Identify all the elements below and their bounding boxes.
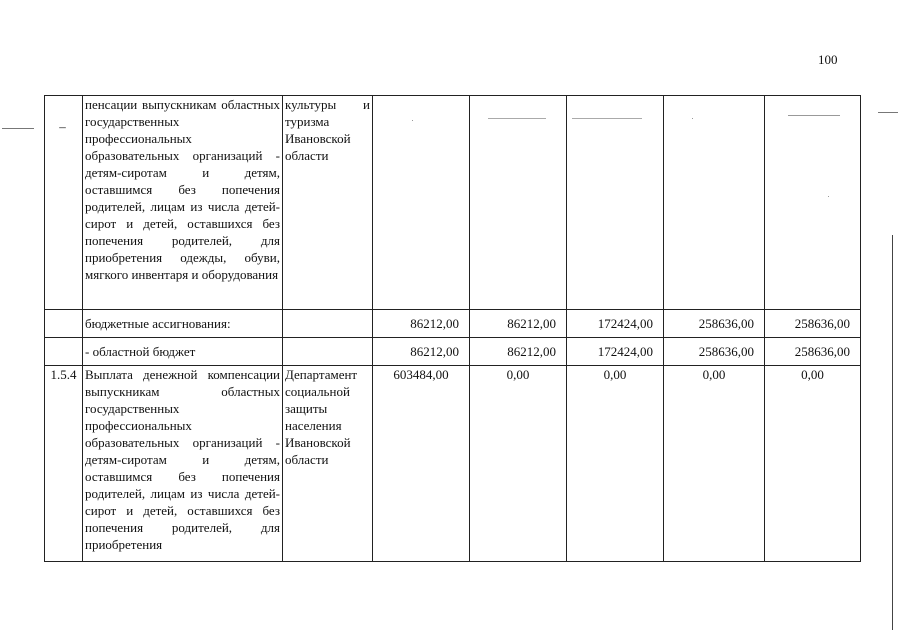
row-value-1: 603484,00 (373, 366, 470, 562)
scan-artifact (828, 196, 829, 197)
row-index (45, 338, 83, 366)
budget-table (44, 95, 861, 562)
scan-artifact (878, 112, 898, 113)
scan-artifact (692, 118, 693, 119)
row-value-4 (664, 96, 765, 310)
row-index-cell (45, 96, 83, 310)
page-edge-line (892, 235, 893, 630)
row-value-1: 86212,00 (373, 310, 470, 338)
row-executor (283, 310, 373, 338)
row-value-4: 258636,00 (664, 310, 765, 338)
row-value-4: 0,00 (664, 366, 765, 562)
table-row (45, 366, 861, 562)
row-value-5: 258636,00 (765, 310, 861, 338)
row-description: Выплата денежной компенсации выпускникам областных государственных профессиональных образовательных организаций - детям-сиротам и детям, оставшимся без попечения родителей, лицам из числа детей-сирот и детей, оставшихся без попечения родителей, для приобретения (83, 366, 283, 562)
row-value-3: 172424,00 (567, 310, 664, 338)
row-value-3 (567, 96, 664, 310)
row-value-3: 172424,00 (567, 338, 664, 366)
row-description: - областной бюджет (83, 338, 283, 366)
page-number: 100 (818, 52, 838, 67)
row-value-2: 86212,00 (470, 338, 567, 366)
row-value-5: 258636,00 (765, 338, 861, 366)
row-index (45, 310, 83, 338)
row-value-2: 86212,00 (470, 310, 567, 338)
row-value-2 (470, 96, 567, 310)
table-row (45, 338, 861, 366)
scan-artifact (412, 120, 413, 121)
scan-artifact (2, 128, 34, 129)
row-index: 1.5.4 (45, 366, 83, 562)
row-value-1: 86212,00 (373, 338, 470, 366)
scan-artifact (788, 115, 840, 116)
row-description: бюджетные ассигнования: (83, 310, 283, 338)
row-value-5 (765, 96, 861, 310)
row-value-1 (373, 96, 470, 310)
scan-artifact (488, 118, 546, 119)
row-value-2: 0,00 (470, 366, 567, 562)
scan-artifact (572, 118, 642, 119)
row-value-3: 0,00 (567, 366, 664, 562)
row-value-4: 258636,00 (664, 338, 765, 366)
row-executor (283, 338, 373, 366)
table-row (45, 96, 861, 310)
row-description: пенсации выпускникам областных государственных профессиональных образовательных организаций - детям-сиротам и детям, оставшимся без попечения родителей, лицам из числа детей-сирот и детей, оставшихся без попечения родителей, для приобретения одежды, обуви, мягкого инвентаря и оборудования (83, 96, 283, 310)
row-executor: культуры и туризма Ивановской области (283, 96, 373, 310)
row-executor: Департамент социальной защиты населения Ивановской области (283, 366, 373, 562)
row-index: – (59, 119, 66, 134)
row-value-5: 0,00 (765, 366, 861, 562)
table-row (45, 310, 861, 338)
